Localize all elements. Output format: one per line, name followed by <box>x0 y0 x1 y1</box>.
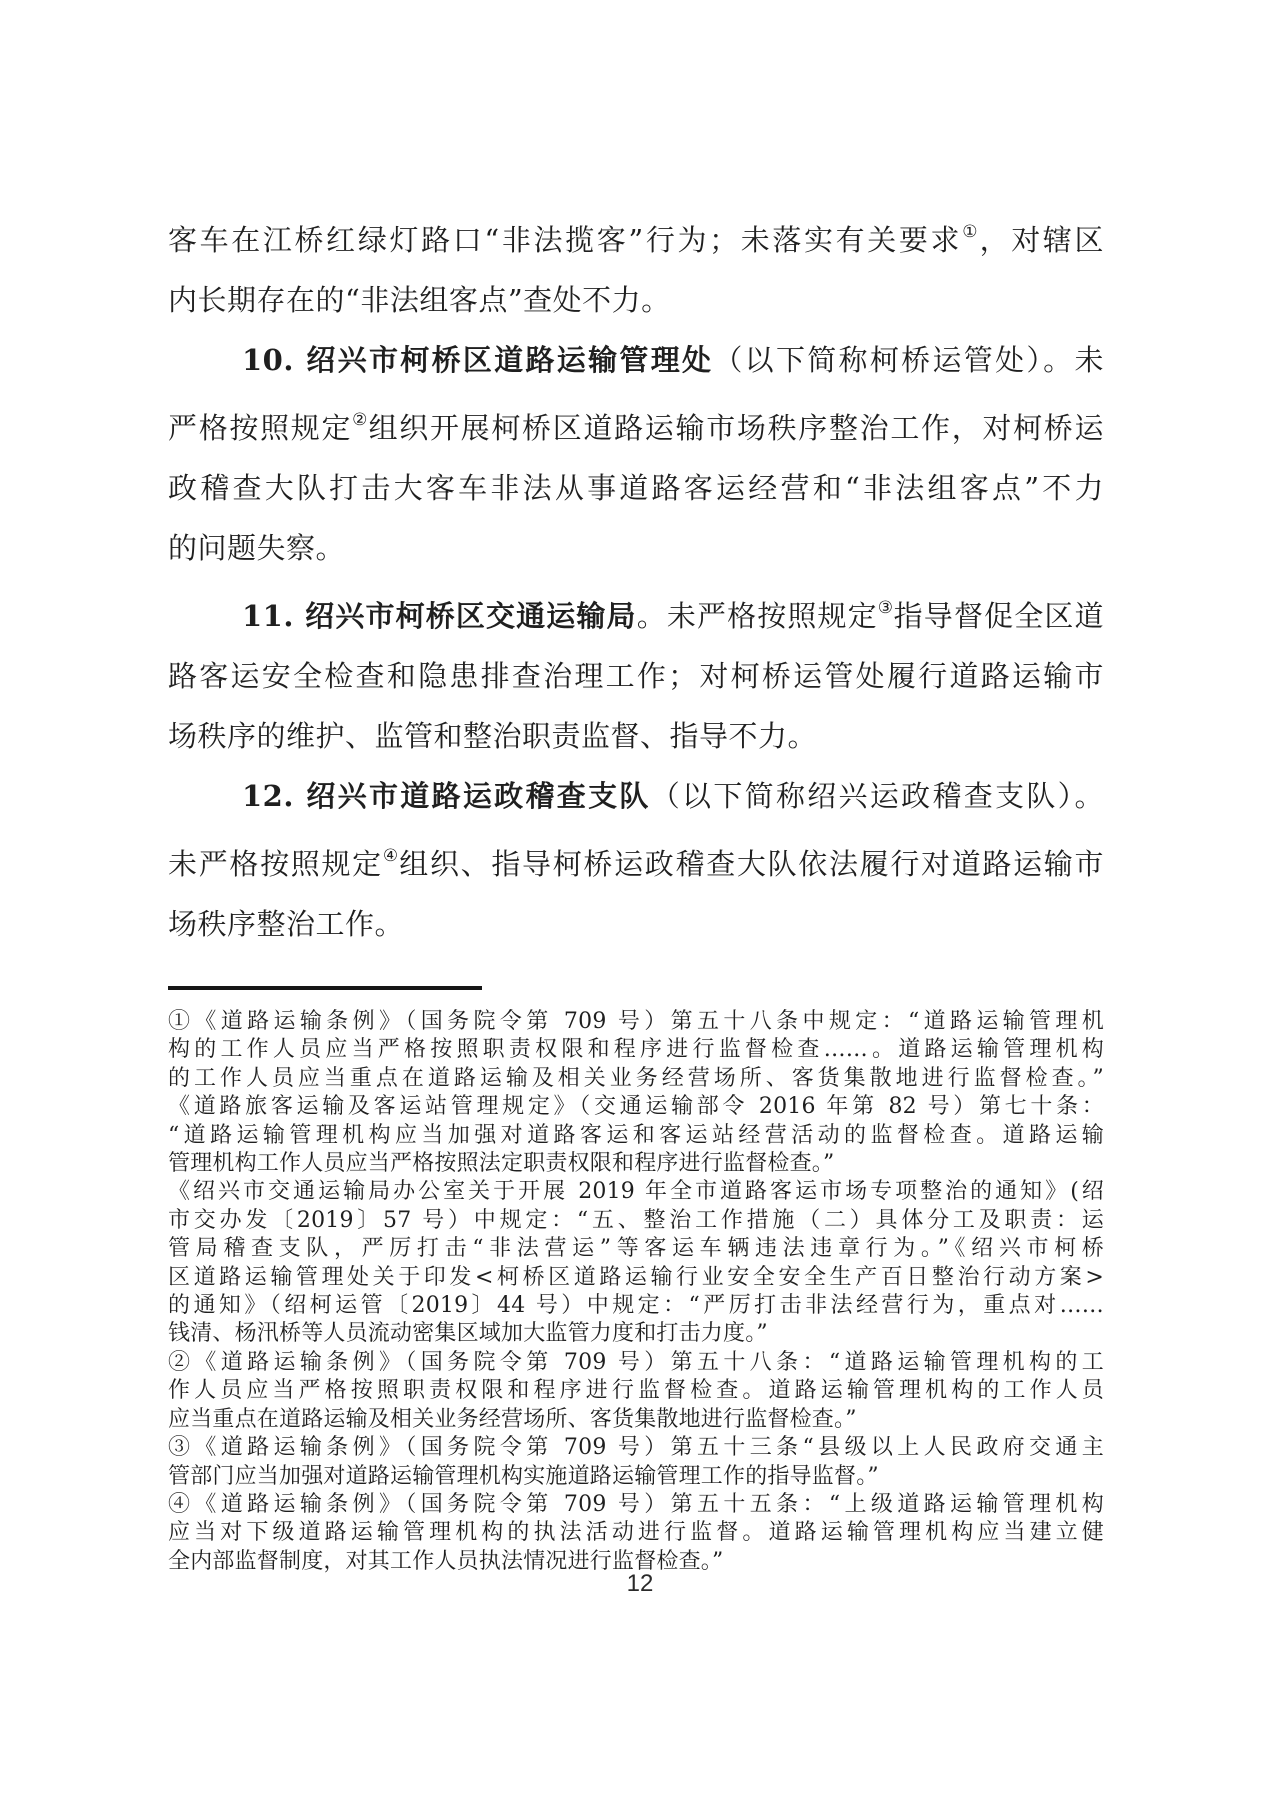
body-text-segment: 的问题失察。 <box>168 531 346 565</box>
body-text-segment: 组织开展柯桥区道路运输市场秩序整治工作，对柯桥运 <box>368 411 1104 445</box>
body-text-segment: 内长期存在的“非法组客点”查处不力。 <box>168 283 671 317</box>
footnote-ref-marker: ③ <box>877 598 894 618</box>
footnote-line: 应当重点在道路运输及相关业务经营场所、客货集散地进行监督检查。” <box>168 1406 857 1432</box>
body-text-segment: 。未严格按照规定 <box>636 599 878 633</box>
body-line <box>168 826 1104 894</box>
paragraph-heading-text: 11. 绍兴市柯桥区交通运输局 <box>242 599 637 633</box>
footnote-line: 管理机构工作人员应当严格按照法定职责权限和程序进行监督检查。” <box>168 1151 835 1177</box>
body-text-segment: （以下简称柯桥运管处）。未 <box>713 343 1104 377</box>
body-line <box>168 706 1104 766</box>
body-line <box>168 270 1104 330</box>
paragraph-heading-text: 10. 绍兴市柯桥区道路运输管理处 <box>242 343 714 377</box>
footnote-ref-marker: ④ <box>382 846 400 866</box>
footnote-line: ④《道路运输条例》（国务院令第 709 号）第五十五条：“上级道路运输管理机构 <box>168 1491 1104 1517</box>
body-line <box>168 646 1104 706</box>
footnote-line: 《绍兴市交通运输局办公室关于开展 2019 年全市道路客运市场专项整治的通知》(绍 <box>168 1179 1104 1205</box>
footnote-ref-marker: ① <box>962 222 980 242</box>
body-line <box>168 202 1104 270</box>
footnote-line: 区道路运输管理处关于印发<柯桥区道路运输行业安全安全生产百日整治行动方案> <box>168 1264 1104 1290</box>
footnote-line: ②《道路运输条例》（国务院令第 709 号）第五十八条：“道路运输管理机构的工 <box>168 1349 1104 1375</box>
paragraph-heading-text: 12. 绍兴市道路运政稽查支队 <box>242 779 651 813</box>
body-text-segment: 严格按照规定 <box>168 411 353 445</box>
body-line <box>168 330 1104 390</box>
footnote-line: 市交办发〔2019〕57 号）中规定：“五、整治工作措施（二）具体分工及职责：运 <box>168 1207 1104 1233</box>
footnote-line: 的通知》（绍柯运管〔2019〕44 号）中规定：“严厉打击非法经营行为，重点对…… <box>168 1293 1104 1319</box>
body-text-segment: 未严格按照规定 <box>168 847 383 881</box>
footnote-line: 作人员应当严格按照职责权限和程序进行监督检查。道路运输管理机构的工作人员 <box>168 1378 1104 1404</box>
footnote-line: 的工作人员应当重点在道路运输及相关业务经营场所、客货集散地进行监督检查。” <box>168 1065 1104 1091</box>
body-line <box>168 458 1104 518</box>
footnotes-section <box>168 1008 1104 1576</box>
footnote-line: “道路运输管理机构应当加强对道路客运和客运站经营活动的监督检查。道路运输 <box>168 1122 1104 1148</box>
body-text-segment: 组织、指导柯桥运政稽查大队依法履行对道路运输市 <box>399 847 1104 881</box>
body-line <box>168 390 1104 458</box>
body-text-segment: 路客运安全检查和隐患排查治理工作；对柯桥运管处履行道路运输市 <box>168 659 1104 693</box>
footnote-ref-marker: ② <box>352 410 369 430</box>
body-text-segment: 场秩序的维护、监管和整治职责监督、指导不力。 <box>168 719 818 753</box>
footnote-line: ③《道路运输条例》（国务院令第 709 号）第五十三条“县级以上人民政府交通主 <box>168 1435 1104 1461</box>
footnote-line: 全内部监督制度，对其工作人员执法情况进行监督检查。” <box>168 1548 724 1574</box>
body-text-segment: （以下简称绍兴运政稽查支队）。 <box>650 779 1104 813</box>
footnote-line: ①《道路运输条例》（国务院令第 709 号）第五十八条中规定：“道路运输管理机 <box>168 1009 1104 1034</box>
body-text-segment: 政稽查大队打击大客车非法从事道路客运经营和“非法组客点”不力 <box>168 471 1104 505</box>
footnote-line: 《道路旅客运输及客运站管理规定》（交通运输部令 2016 年第 82 号）第七十条： <box>168 1094 1104 1120</box>
footnote-separator <box>168 986 482 990</box>
body-line <box>168 766 1104 826</box>
body-text-segment: 客车在江桥红绿灯路口“非法揽客”行为；未落实有关要求 <box>168 223 963 257</box>
footnote-line: 管局稽查支队，严厉打击“非法营运”等客运车辆违法违章行为。”《绍兴市柯桥 <box>168 1236 1104 1262</box>
footnote-line: 管部门应当加强对道路运输管理机构实施道路运输管理工作的指导监督。” <box>168 1463 879 1489</box>
footnote-line: 应当对下级道路运输管理机构的执法活动进行监督。道路运输管理机构应当建立健 <box>168 1520 1104 1546</box>
body-line <box>168 894 1104 954</box>
footnote-line: 钱清、杨汛桥等人员流动密集区域加大监管力度和打击力度。” <box>168 1321 768 1347</box>
body-text-segment: 场秩序整治工作。 <box>168 907 405 941</box>
body-line <box>168 518 1104 578</box>
footnote-line: 构的工作人员应当严格按照职责权限和程序进行监督检查……。道路运输管理机构 <box>168 1037 1104 1063</box>
body-text-segment: ，对辖区 <box>979 223 1104 257</box>
page-number: 12 <box>626 1570 654 1597</box>
body-section <box>168 202 1104 954</box>
body-line <box>168 578 1104 646</box>
body-text-segment: 指导督促全区道 <box>893 599 1104 633</box>
